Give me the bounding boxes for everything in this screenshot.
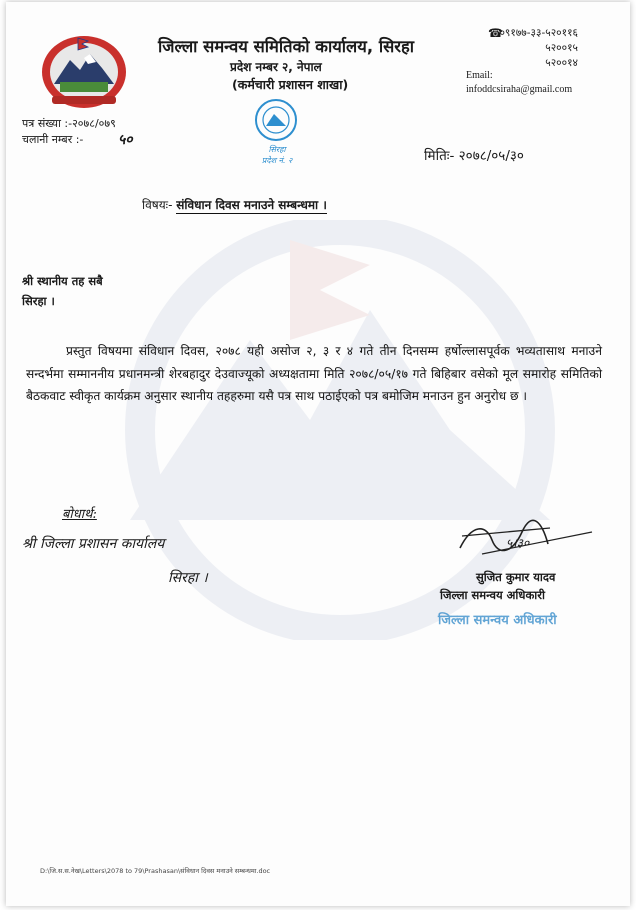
letter-reference-number: पत्र संख्या :-२०७८/०७९ [22, 117, 116, 130]
seal-text-line2: प्रदेश नं. २ [261, 156, 293, 165]
seal-text-line1: सिरहा [268, 145, 286, 154]
signature-date: ५।३० [506, 536, 530, 550]
cc-recipient-handwritten: श्री जिल्ला प्रशासन कार्यालय [22, 536, 165, 552]
subject-line [142, 196, 327, 213]
signatory-stamp: जिल्ला समन्वय अधिकारी [438, 613, 557, 628]
phone-number-1: ०९१७७-३३-५२०११६ [499, 27, 578, 39]
email-label: Email: [466, 70, 493, 81]
addressee-line1: श्री स्थानीय तह सबै [22, 274, 103, 288]
office-title: जिल्ला समन्वय समितिको कार्यालय, सिरहा [158, 37, 415, 56]
cc-location-handwritten: सिरहा । [168, 570, 208, 586]
phone-number-2: ५२००१५ [545, 42, 578, 54]
letter-body: प्रस्तुत विषयमा संविधान दिवस, २०७८ यही असोज २, ३ र ४ गते तीन दिनसम्म हर्षोल्लासपूर्वक भव्यतासाथ मनाउने सन्दर्भमा सम्माननीय प्रधानमन्त्री शेरबहादुर देउवाज्यूको अध्यक्षतामा मिति २०७८/०५/१७ गते बिहिबार वसेको मूल समारोह समितिको बैठकवाट स्वीकृत कार्यक्रम अनुसार स्थानीय तहहरुमा यसै पत्र साथ पठाईएको पत्र बमोजिम मनाउन हुन अनुरोध छ । [26, 344, 602, 403]
email-address: infoddcsiraha@gmail.com [466, 84, 573, 95]
chalani-number: ५० [118, 132, 133, 148]
cc-label-handwritten: बोधार्थ: [62, 507, 97, 522]
province-line: प्रदेश नम्बर २, नेपाल [230, 60, 322, 74]
file-path-footer: D:\जि.स.स.नेख\Letters\2078 to 79\Prashasan\संविधान दिवस मनाउने सम्बन्धमा.doc [40, 867, 271, 875]
addressee-line2: सिरहा । [22, 294, 55, 308]
chalani-label: चलानी नम्बर :- [22, 133, 84, 146]
subject-value: संविधान दिवस मनाउने सम्बन्धमा । [176, 198, 327, 212]
subject-label: विषयः- [142, 198, 173, 212]
telephone-icon: ☎ [488, 26, 503, 40]
signatory-title: जिल्ला समन्वय अधिकारी [440, 588, 545, 602]
nepal-emblem-icon [38, 32, 130, 110]
letter-date: मितिः- २०७८/०५/३० [424, 148, 524, 164]
branch-line: (कर्मचारी प्रशासन शाखा) [232, 77, 349, 92]
signatory-name: सुजित कुमार यादव [476, 570, 556, 584]
phone-number-3: ५२००१४ [545, 57, 578, 69]
